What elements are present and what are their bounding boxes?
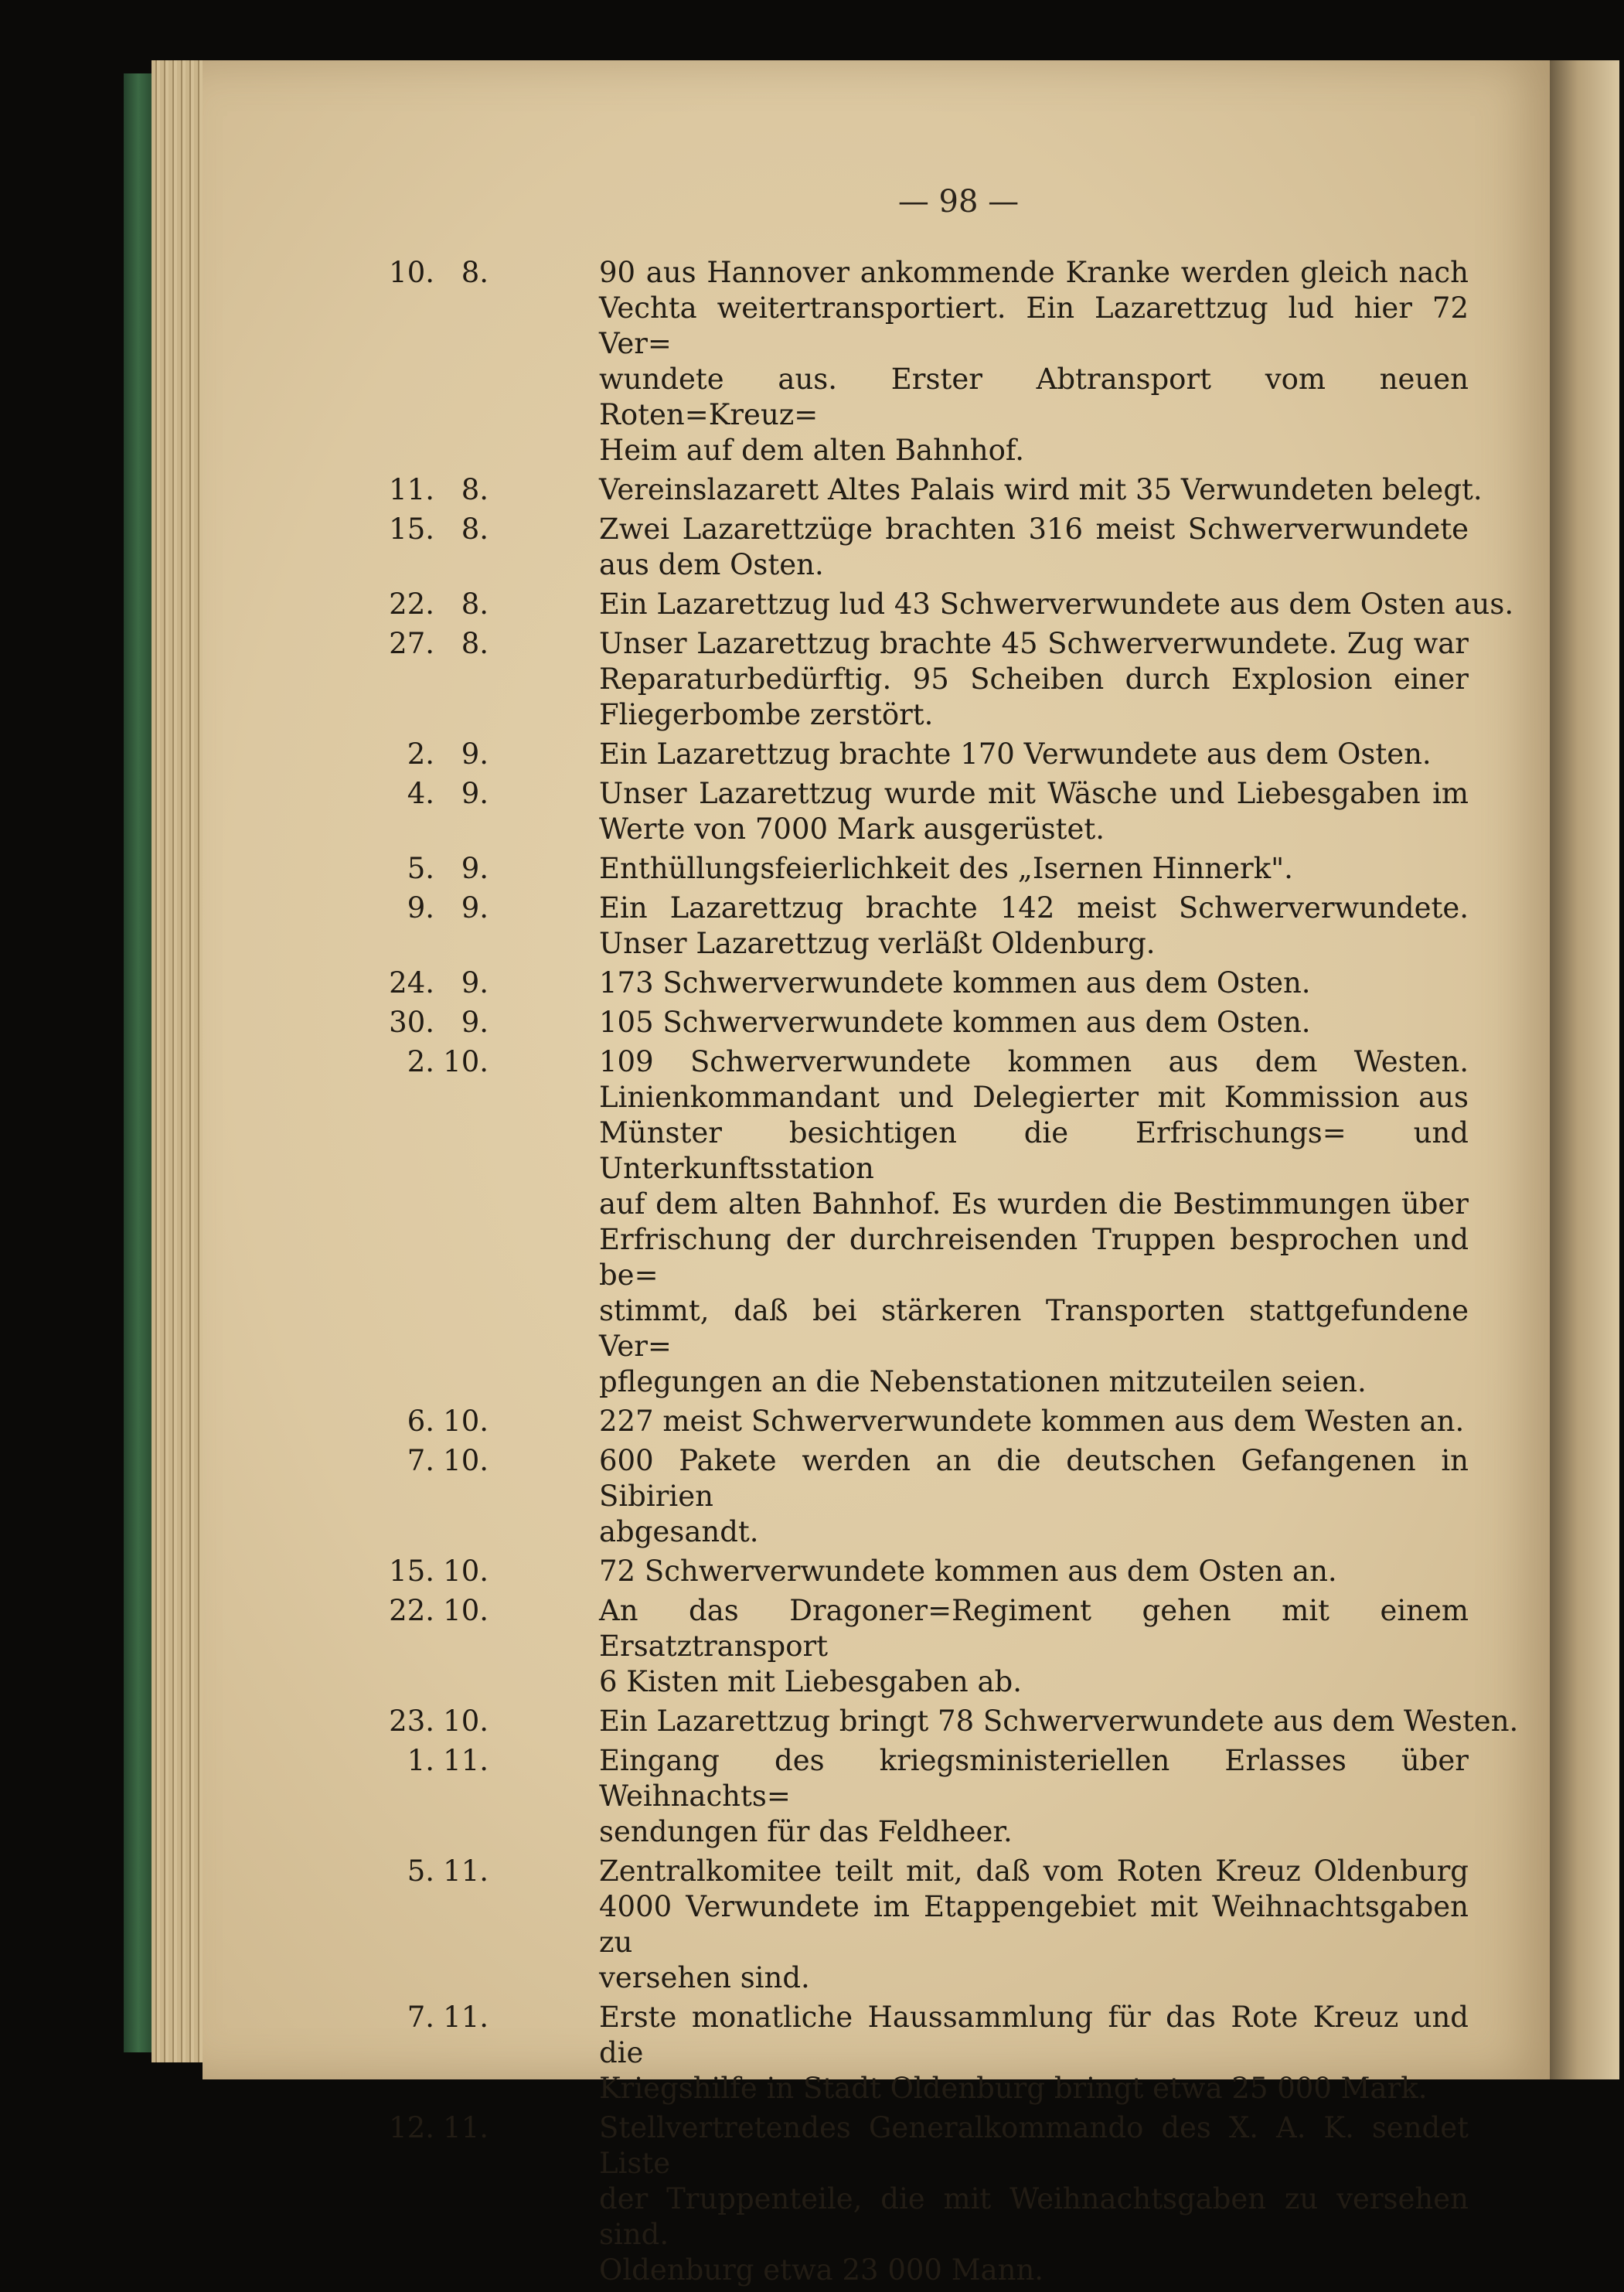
- entry-date: [379, 1443, 533, 1479]
- entry-date: [379, 966, 533, 1001]
- entry-text: [599, 776, 1469, 847]
- entry-text: [599, 1743, 1469, 1850]
- entry-month: 9.: [461, 1006, 489, 1039]
- entry-date: [379, 1554, 533, 1589]
- entry-date: [379, 1743, 533, 1779]
- entry-line: Vereinslazarett Altes Palais wird mit 35 Verwundeten belegt.: [599, 473, 1483, 506]
- entry-date: [379, 2000, 533, 2035]
- entry-line: Münster besichtigen die Erfrischungs= und Unterkunftsstation: [599, 1116, 1469, 1185]
- entry-day: 23.: [389, 1705, 434, 1738]
- entry-month: 8.: [461, 627, 489, 660]
- entry-text: [599, 1554, 1469, 1589]
- entry-month: 10.: [443, 1444, 489, 1477]
- entry-line: Enthüllungsfeierlichkeit des „Isernen Hinnerk".: [599, 852, 1293, 885]
- entry-day: 7.: [407, 2001, 434, 2034]
- chronicle-entry: [407, 737, 1469, 772]
- entry-line: 90 aus Hannover ankommende Kranke werden gleich nach: [599, 256, 1469, 289]
- entry-line: 105 Schwerverwundete kommen aus dem Osten.: [599, 1006, 1311, 1039]
- entry-line: Oldenburg etwa 23 000 Mann.: [599, 2253, 1044, 2287]
- entry-text: [599, 891, 1469, 962]
- entry-day: 6.: [407, 1405, 434, 1438]
- entry-text: [599, 1404, 1469, 1439]
- entry-month: 8.: [461, 473, 489, 506]
- entry-day: 5.: [407, 852, 434, 885]
- entry-day: 24.: [389, 966, 434, 1000]
- entry-date: [379, 472, 533, 508]
- entry-line: 227 meist Schwerverwundete kommen aus dem Westen an.: [599, 1405, 1465, 1438]
- entry-day: 1.: [407, 1744, 434, 1777]
- entry-line: 72 Schwerverwundete kommen aus dem Osten an.: [599, 1555, 1337, 1588]
- chronicle-entry: [389, 255, 1469, 468]
- entry-month: 9.: [461, 891, 489, 925]
- entry-line: Zentralkomitee teilt mit, daß vom Roten Kreuz Oldenburg: [599, 1854, 1469, 1888]
- chronicle-entry: [407, 851, 1469, 887]
- chronicle-entry: [389, 472, 1483, 508]
- entry-date: [379, 1593, 533, 1629]
- chronicle-entry: [407, 1044, 1469, 1400]
- entry-month: 10.: [443, 1594, 489, 1627]
- entry-day: 10.: [389, 256, 434, 289]
- entry-line: 109 Schwerverwundete kommen aus dem Westen.: [599, 1045, 1469, 1078]
- entry-date: [379, 891, 533, 926]
- entry-line: Ein Lazarettzug lud 43 Schwerverwundete aus dem Osten aus.: [599, 587, 1514, 621]
- entry-date: [379, 1704, 533, 1739]
- entry-line: Eingang des kriegsministeriellen Erlasses über Weihnachts=: [599, 1744, 1469, 1813]
- entry-text: [599, 1854, 1469, 1996]
- entry-line: Ein Lazarettzug brachte 170 Verwundete aus dem Osten.: [599, 737, 1432, 771]
- entry-line: stimmt, daß bei stärkeren Transporten stattgefundene Ver=: [599, 1294, 1469, 1363]
- book-gutter: [1550, 60, 1619, 2079]
- entry-text: [599, 626, 1469, 733]
- entry-date: [379, 255, 533, 291]
- entry-line: Kriegshilfe in Stadt Oldenburg bringt etwa 25 000 Mark.: [599, 2072, 1428, 2105]
- entry-month: 11.: [443, 1744, 489, 1777]
- entry-month: 10.: [443, 1405, 489, 1438]
- entry-line: 600 Pakete werden an die deutschen Gefangenen in Sibirien: [599, 1444, 1469, 1513]
- entry-text: [599, 1704, 1519, 1739]
- entry-date: [379, 737, 533, 772]
- entry-date: [379, 587, 533, 622]
- entry-line: sendungen für das Feldheer.: [599, 1815, 1013, 1848]
- entry-month: 8.: [461, 256, 489, 289]
- entry-line: Heim auf dem alten Bahnhof.: [599, 434, 1025, 467]
- entry-text: [599, 255, 1469, 468]
- entry-line: Stellvertretendes Generalkommando des X. A. K. sendet Liste: [599, 2111, 1469, 2180]
- entry-day: 2.: [407, 1045, 434, 1078]
- entry-line: auf dem alten Bahnhof. Es wurden die Bestimmungen über: [599, 1187, 1469, 1221]
- entry-line: Unser Lazarettzug wurde mit Wäsche und Liebesgaben im: [599, 777, 1469, 810]
- entry-month: 10.: [443, 1555, 489, 1588]
- entry-line: versehen sind.: [599, 1961, 810, 1994]
- page-number: — 98 —: [897, 184, 1020, 220]
- chronicle-entry: [389, 512, 1469, 583]
- entry-text: [599, 737, 1469, 772]
- entry-day: 2.: [407, 737, 434, 771]
- entry-text: [599, 1443, 1469, 1550]
- entry-line: Unser Lazarettzug brachte 45 Schwerverwundete. Zug war: [599, 627, 1469, 660]
- entry-text: [599, 1044, 1469, 1400]
- entry-day: 11.: [389, 473, 434, 506]
- entry-day: 15.: [389, 513, 434, 546]
- chronicle-entry: [407, 2000, 1469, 2106]
- entry-month: 10.: [443, 1705, 489, 1738]
- entry-date: [379, 1005, 533, 1040]
- entry-line: 6 Kisten mit Liebesgaben ab.: [599, 1665, 1022, 1698]
- entry-text: [599, 2110, 1469, 2288]
- entry-day: 15.: [389, 1555, 434, 1588]
- entry-date: [379, 1854, 533, 1889]
- entry-day: 22.: [389, 587, 434, 621]
- entry-line: An das Dragoner=Regiment gehen mit einem Ersatztransport: [599, 1594, 1469, 1663]
- entry-line: Reparaturbedürftig. 95 Scheiben durch Explosion einer: [599, 662, 1469, 696]
- entry-month: 8.: [461, 513, 489, 546]
- entry-line: Vechta weitertransportiert. Ein Lazarettzug lud hier 72 Ver=: [599, 291, 1469, 360]
- chronicle-entry: [389, 966, 1469, 1001]
- chronicle-entry: [389, 2110, 1469, 2288]
- chronicle-entry: [389, 1554, 1469, 1589]
- chronicle-entry: [407, 1443, 1469, 1550]
- entry-date: [379, 851, 533, 887]
- entry-line: 4000 Verwundete im Etappengebiet mit Weihnachtsgaben zu: [599, 1890, 1469, 1959]
- book-spine: [124, 73, 153, 2052]
- entry-date: [379, 512, 533, 547]
- chronicle-entry: [407, 891, 1469, 962]
- entry-date: [379, 1404, 533, 1439]
- chronicle-entry: [389, 587, 1514, 622]
- entry-text: [599, 587, 1514, 622]
- entry-line: 173 Schwerverwundete kommen aus dem Osten.: [599, 966, 1311, 1000]
- entry-month: 9.: [461, 966, 489, 1000]
- chronicle-entry: [389, 1005, 1469, 1040]
- entry-month: 11.: [443, 2001, 489, 2034]
- entry-month: 9.: [461, 737, 489, 771]
- entry-line: Werte von 7000 Mark ausgerüstet.: [599, 812, 1105, 846]
- entry-line: Fliegerbombe zerstört.: [599, 698, 934, 731]
- entry-day: 4.: [407, 777, 434, 810]
- entry-line: Erfrischung der durchreisenden Truppen besprochen und be=: [599, 1223, 1469, 1292]
- chronicle-entry: [389, 1593, 1469, 1700]
- entry-text: [599, 966, 1469, 1001]
- chronicle-entry: [407, 1743, 1469, 1850]
- entry-line: der Truppenteile, die mit Weihnachtsgaben zu versehen sind.: [599, 2182, 1469, 2251]
- entry-date: [379, 626, 533, 662]
- entry-date: [379, 776, 533, 812]
- entry-line: Erste monatliche Haussammlung für das Rote Kreuz und die: [599, 2001, 1469, 2069]
- entry-day: 5.: [407, 1854, 434, 1888]
- entry-text: [599, 2000, 1469, 2106]
- entry-month: 10.: [443, 1045, 489, 1078]
- entry-line: Linienkommandant und Delegierter mit Kommission aus: [599, 1081, 1469, 1114]
- entry-month: 9.: [461, 852, 489, 885]
- entry-date: [379, 2110, 533, 2146]
- entry-line: Ein Lazarettzug bringt 78 Schwerverwundete aus dem Westen.: [599, 1705, 1519, 1738]
- chronicle-entry: [389, 626, 1469, 733]
- chronicle-entry: [407, 1404, 1469, 1439]
- chronicle-entry: [389, 1704, 1519, 1739]
- chronicle-entry: [407, 776, 1469, 847]
- entry-text: [599, 851, 1469, 887]
- entry-day: 27.: [389, 627, 434, 660]
- entry-line: aus dem Osten.: [599, 548, 824, 581]
- entry-text: [599, 472, 1483, 508]
- entry-text: [599, 1593, 1469, 1700]
- entry-month: 11.: [443, 2111, 489, 2144]
- entry-text: [599, 1005, 1469, 1040]
- entry-day: 30.: [389, 1006, 434, 1039]
- entry-month: 8.: [461, 587, 489, 621]
- entry-month: 11.: [443, 1854, 489, 1888]
- entry-line: wundete aus. Erster Abtransport vom neuen Roten=Kreuz=: [599, 363, 1469, 431]
- chronicle-entry: [407, 1854, 1469, 1996]
- entry-month: 9.: [461, 777, 489, 810]
- entry-line: pflegungen an die Nebenstationen mitzuteilen seien.: [599, 1365, 1367, 1398]
- entry-text: [599, 512, 1469, 583]
- entry-line: abgesandt.: [599, 1515, 759, 1548]
- entry-line: Zwei Lazarettzüge brachten 316 meist Schwerverwundete: [599, 513, 1469, 546]
- entry-line: Unser Lazarettzug verläßt Oldenburg.: [599, 927, 1156, 960]
- chronicle-entries: [389, 255, 1519, 2292]
- entry-line: Ein Lazarettzug brachte 142 meist Schwerverwundete.: [599, 891, 1469, 925]
- entry-date: [379, 1044, 533, 1080]
- entry-day: 22.: [389, 1594, 434, 1627]
- entry-day: 7.: [407, 1444, 434, 1477]
- entry-day: 9.: [407, 891, 434, 925]
- entry-day: 12.: [389, 2111, 434, 2144]
